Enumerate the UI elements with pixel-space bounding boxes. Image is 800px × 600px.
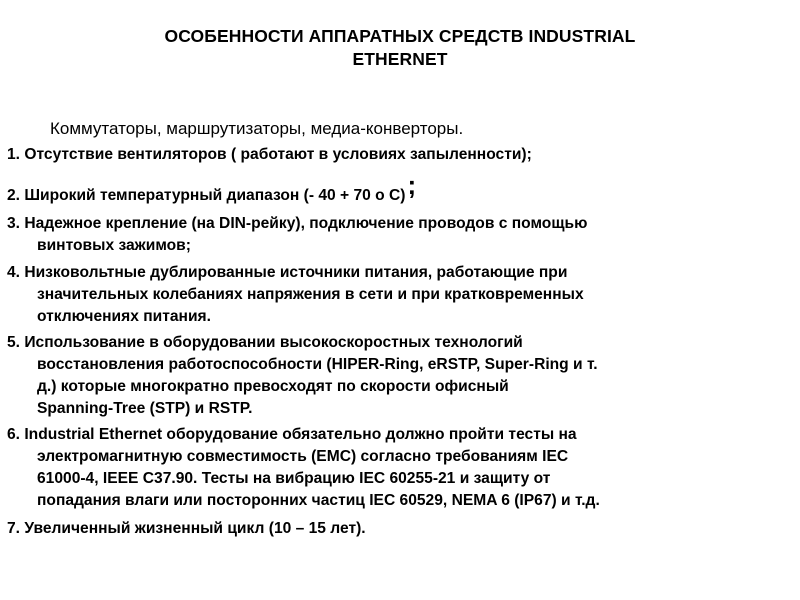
list-item-line: 7. Увеличенный жизненный цикл (10 – 15 лет). [7,520,366,537]
list-item [7,170,767,207]
slide-subtitle: Коммутаторы, маршрутизаторы, медиа-конверторы. [50,119,464,138]
list-item-line: 6. Industrial Ethernet оборудование обязательно должно пройти тесты на [7,426,577,443]
list-item [7,213,767,257]
list-item-line: попадания влаги или посторонних частиц IEC 60529, NEMA 6 (IP67) и т.д. [37,492,600,509]
list-item-line: электромагнитную совместимость (EMC) согласно требованиям IEC [37,448,569,465]
list-item-line: 1. Отсутствие вентиляторов ( работают в условиях запыленности); [7,146,532,163]
list-item [7,424,767,512]
list-item [7,518,767,540]
list-item-line: 3. Надежное крепление (на DIN-рейку), подключение проводов с помощью [7,215,588,232]
list-item-line: отключениях питания. [37,308,211,325]
list-item-line: 4. Низковольтные дублированные источники питания, работающие при [7,264,568,281]
list-item [7,262,767,328]
list-item-line: 5. Использование в оборудовании высокоскоростных технологий [7,334,523,351]
list-item-line: д.) которые многократно превосходят по скорости офисный [37,378,509,395]
list-item-line: восстановления работоспособности (HIPER-Ring, eRSTP, Super-Ring и т. [37,356,598,373]
list-item-line: винтовых зажимов; [37,237,191,254]
slide-title-line: ETHERNET [352,49,448,69]
slide-title [60,25,740,71]
list-item-semicolon: ; [407,170,417,200]
list-item [7,144,767,166]
list-item-line: Spanning-Tree (STP) и RSTP. [37,400,253,417]
list-item-line [7,170,767,207]
list-item-line: 61000-4, IEEE C37.90. Тесты на вибрацию IEC 60255-21 и защиту от [37,470,551,487]
slide-title-line: ОСОБЕННОСТИ АППАРАТНЫХ СРЕДСТВ INDUSTRIAL [164,26,636,46]
list-item-text: 2. Широкий температурный диапазон (- 40 + 70 о С) [7,187,406,204]
list-item [7,332,767,420]
list-item-line: значительных колебаниях напряжения в сети и при кратковременных [37,286,584,303]
